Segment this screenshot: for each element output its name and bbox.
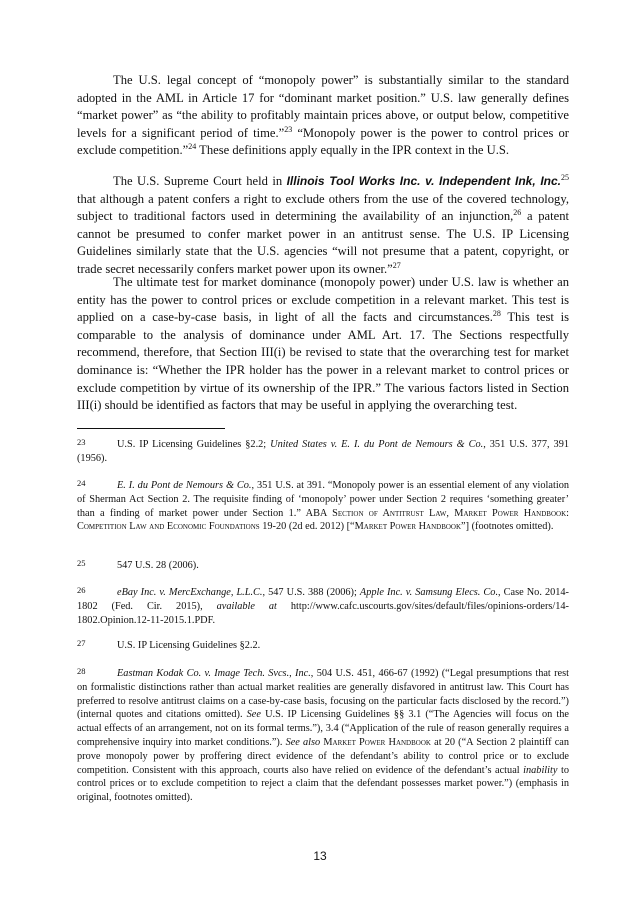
footnote-number: 27 (77, 638, 86, 648)
publication-title: Section of Antitrust Law, Market Power Handbook: Competition Law and Economic Foundations (77, 507, 569, 533)
paragraph-text: This test is comparable to the analysis of dominance under AML Art. 17. The Sections respectfully recommend, therefore, that Section III(i) be revised to state that the overarching test for market dominance is: “Whether the IPR holder has the power in a relevant market to control prices or exclude competition by virtue of its ownership of the IPR.” The various factors listed in Section III(i) should be identified as factors that may be useful in applying the overarching test. (77, 310, 569, 413)
case-name: Apple Inc. v. Samsung Elecs. Co. (359, 587, 499, 598)
footnote-text: , 351 U.S. at 391. “Monopoly power is an essential element of any violation of Sherman Act Section 2. The requisite finding of ‘monopoly’ power under Section 2 requires ‘something greater’ than a finding of market power under Section 1.” ABA (77, 480, 570, 519)
paragraph-text: The U.S. Supreme Court held in (113, 174, 287, 188)
footnote-ref-26[interactable]: 26 (513, 208, 522, 217)
paragraph-text: a patent cannot be presumed to confer market power in an antitrust sense. The U.S. IP Licensing Guidelines similarly state that the U.S. agencies “will not presume that a patent, copyright, or trade secret necessarily confers market power upon its owner.” (77, 209, 569, 276)
footnote-text: U.S. IP Licensing Guidelines §§ 3.1 (“The Agencies will focus on the actual effects of an arrangement, not on its formal terms.”), 3.4 (“Application of the rule of reason generally requires a comprehensive inquiry into market conditions.”). (77, 709, 569, 748)
footnote-28 (77, 665, 569, 805)
footnote-text: at 20 (“A Section 2 plaintiff can prove monopoly power by proffering direct evidence of the defendant’s ability to control price or to exclude competition. Consistent with this approach, courts also have relied on evidence of the defendant’s actual (77, 736, 570, 776)
footnote-text: , 351 U.S. 377, 391 (1956). (77, 439, 569, 464)
footnote-separator (77, 428, 225, 429)
footnote-text: U.S. IP Licensing Guidelines §2.2; (117, 439, 271, 450)
body-paragraph-3 (77, 274, 569, 415)
publication-short-title: Market Power Handbook (354, 521, 462, 533)
footnote-text: ”] (footnotes omitted). (461, 521, 554, 533)
footnote-ref-25[interactable]: 25 (561, 172, 569, 182)
case-name: E. I. du Pont de Nemours & Co. (117, 480, 252, 491)
case-name: eBay Inc. v. MercExchange, L.L.C. (117, 587, 263, 598)
paragraph-text: The ultimate test for market dominance (monopoly power) under U.S. law is whether an entity has the power to control prices or exclude competition in a relevant market. This test is applied on a case-by-case basis, in light of all the facts and circumstances. (77, 275, 569, 325)
footnote-ref-28[interactable]: 28 (492, 309, 501, 318)
footnote-number: 23 (77, 437, 86, 447)
footnote-text: to control prices or to exclude competition to reject a claim that the defendant possesses market power.”) (emphasis in original, footnotes omitted). (77, 764, 569, 804)
footnote-number: 25 (77, 558, 86, 568)
footnote-text: , 504 U.S. 451, 466-67 (1992) (“Legal presumptions that rest on formalistic distinctions rather than actual market realities are generally disfavored in antitrust law. This Court has preferred to resolve antitrust claims on a case-by-case basis, focusing on the particular facts disclosed by the record.”) (internal quotes and citations omitted). (77, 668, 569, 721)
footnote-url-text: http://www.cafc.uscourts.gov/sites/default/files/opinions-orders/14-1802.Opinion.12-11-2015.1.PDF. (77, 600, 569, 626)
footnote-text: , Case No. 2014-1802 (Fed. Cir. 2015), (77, 587, 569, 612)
paragraph-text: “Monopoly power is the power to control prices or exclude competition.” (77, 125, 569, 158)
footnote-26 (77, 584, 569, 627)
footnote-ref-23[interactable]: 23 (284, 124, 293, 134)
body-paragraph-1 (77, 72, 569, 160)
emphasis-text: inability (523, 764, 558, 776)
footnote-number: 24 (77, 478, 86, 488)
footnote-25 (77, 557, 569, 573)
footnote-text: U.S. IP Licensing Guidelines §2.2. (117, 640, 261, 651)
see-also-signal: See also (285, 736, 321, 748)
case-name: Eastman Kodak Co. v. Image Tech. Svcs., Inc. (117, 668, 311, 679)
footnote-ref-24[interactable]: 24 (188, 142, 197, 152)
footnote-ref-27[interactable]: 27 (392, 260, 401, 270)
paragraph-text: that although a patent confers a right to exclude others from the use of the covered technology, subject to traditional factors used in determining the availability of an injunction, (77, 191, 569, 224)
paragraph-text: These definitions apply equally in the IPR context in the U.S. (196, 143, 510, 158)
footnote-27 (77, 637, 569, 653)
footnote-23 (77, 436, 569, 466)
footnote-number: 28 (77, 666, 86, 676)
footnote-number: 26 (77, 585, 86, 595)
footnote-24 (77, 477, 569, 534)
footnote-text: 547 U.S. 28 (2006). (117, 560, 199, 571)
body-paragraph-2 (77, 173, 569, 279)
case-name: United States v. E. I. du Pont de Nemours & Co. (270, 439, 484, 450)
footnote-text: 19-20 (2d ed. 2012) [“ (259, 521, 355, 533)
available-at-signal: available at (216, 600, 277, 612)
publication-short-title: Market Power Handbook (323, 736, 431, 748)
footnote-text: , 547 U.S. 388 (2006); (262, 587, 360, 598)
paragraph-text: The U.S. legal concept of “monopoly power” is substantially similar to the standard adopted in the AML in Article 17 for “dominant market position.” U.S. law generally defines “market power” as “the ability to profitably maintain prices above, or output below, competitive levels for a significant period of time.” (77, 73, 569, 140)
page-number: 13 (313, 849, 327, 863)
case-name: Illinois Tool Works Inc. v. Independent Ink, Inc. (286, 174, 561, 188)
see-signal: See (246, 709, 261, 721)
